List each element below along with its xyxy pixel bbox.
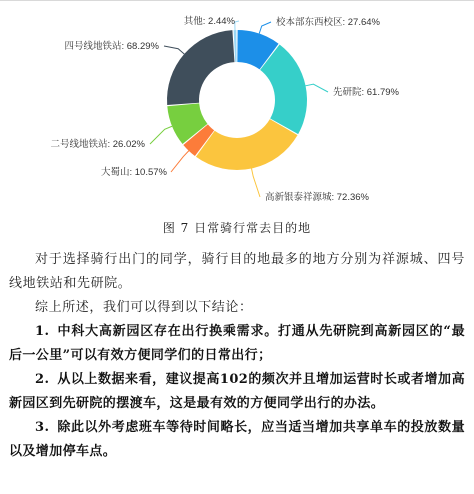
donut-chart-svg: [0, 0, 474, 208]
slice-label: 四号线地铁站: 68.29%: [64, 41, 159, 52]
slice-leader-line: [259, 22, 271, 34]
conclusion-number: 1.: [35, 324, 50, 339]
conclusion-item: [9, 416, 465, 464]
conclusion-item: [9, 368, 465, 416]
paragraph-summary-intro: 综上所述，我们可以得到以下结论：: [35, 300, 253, 315]
slice-label: 先研院: 61.79%: [333, 87, 399, 98]
slice-leader-line: [164, 46, 184, 54]
slice-label: 高新银泰祥源城: 72.36%: [265, 192, 369, 203]
conclusion-text: 中科大高新园区存在出行换乘需求。打通从先研院到高新园区的“最后一公里”可以有效方便同学们的日常出行；: [9, 324, 465, 363]
slice-leader-line: [235, 21, 239, 30]
conclusion-number: 2.: [35, 372, 50, 387]
slice-label: 大蜀山: 10.57%: [101, 167, 167, 178]
conclusion-number: 3.: [35, 420, 50, 435]
paragraph-destinations: 对于选择骑行出门的同学，骑行目的地最多的地方分别为祥源城、四号线地铁站和先研院。: [9, 252, 465, 291]
conclusion-text: 从以上数据来看，建议提高102的频次并且增加运营时长或者增加高新园区到先研院的摆渡车，这是最有效的方便同学出行的办法。: [9, 372, 465, 411]
destination-donut-chart: [0, 0, 474, 208]
conclusion-item: [9, 320, 465, 368]
figure-caption: 图 7 日常骑行常去目的地: [162, 221, 312, 235]
document-body: [9, 248, 465, 464]
slice-leader-line: [252, 168, 260, 197]
slice-label: 二号线地铁站: 26.02%: [50, 139, 145, 150]
slice-label: 其他: 2.44%: [183, 16, 235, 27]
donut-slice: [196, 119, 298, 170]
slice-leader-line: [171, 151, 189, 172]
slice-label: 校本部东西校区: 27.64%: [276, 17, 380, 28]
donut-slice: [167, 30, 234, 105]
slice-leader-line: [150, 126, 172, 144]
slice-leader-line: [306, 84, 328, 92]
conclusion-text: 除此以外考虑班车等待时间略长，应当适当增加共享单车的投放数量以及增加停车点。: [9, 420, 465, 459]
